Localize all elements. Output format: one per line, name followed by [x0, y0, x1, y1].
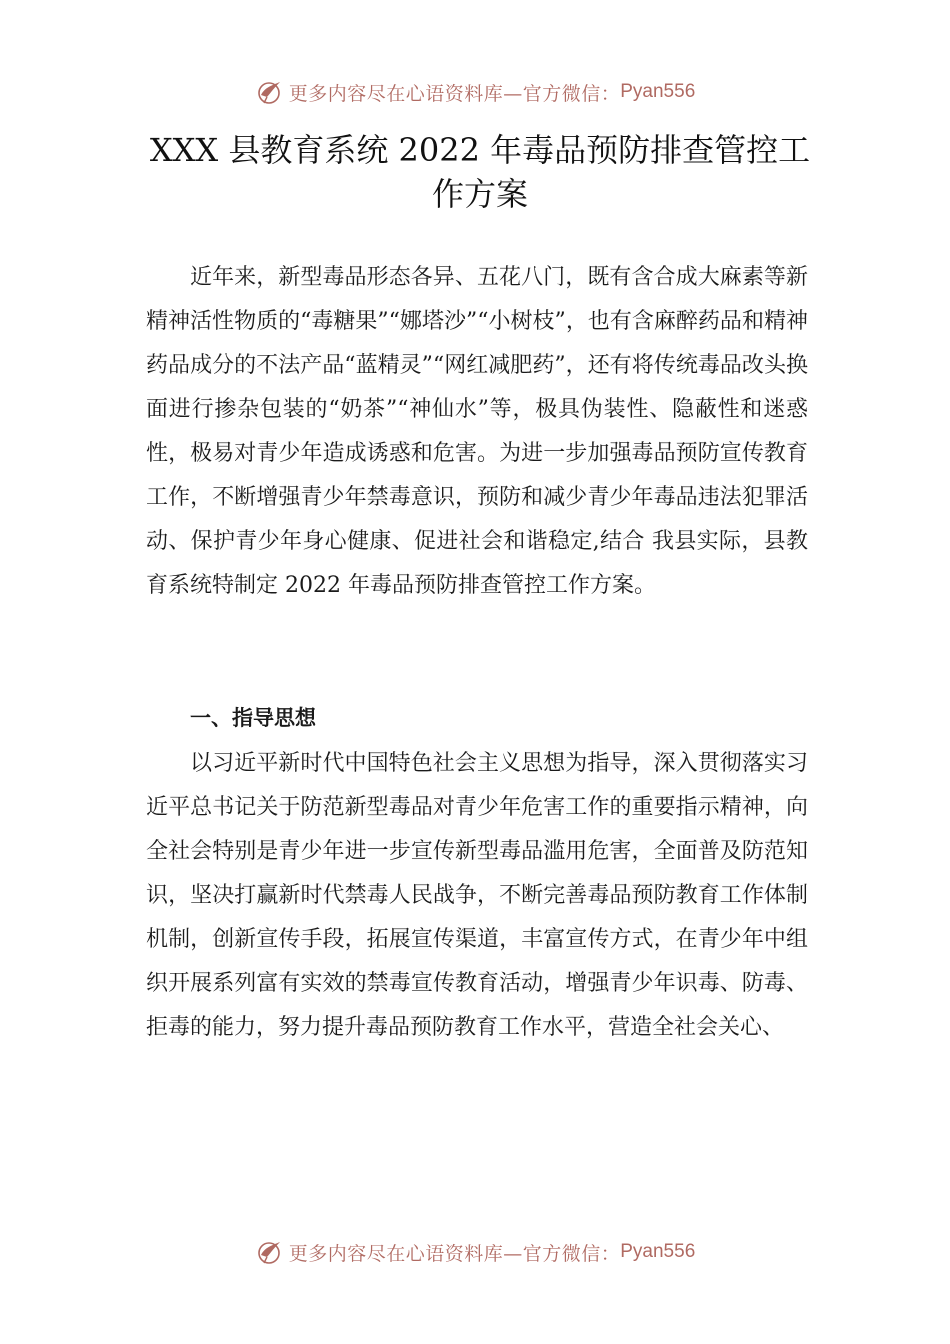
document-title: XXX 县教育系统 2022 年毒品预防排查管控工作方案	[149, 131, 811, 213]
intro-paragraph: 近年来，新型毒品形态各异、五花八门，既有含合成大麻素等新精神活性物质的“毒糖果”“娜塔沙”“小树枝”，也有含麻醉药品和精神药品成分的不法产品“蓝精灵”“网红减肥药”，还有将传统毒品改头换面进行掺杂包装的“奶茶”“神仙水”等，极具伪装性、隐蔽性和迷惑性，极易对青少年造成诱惑和危害。为进一步加强毒品预防宣传教育工作，不断增强青少年禁毒意识，预防和减少青少年毒品违法犯罪活动、保护青少年身心健康、促进社会和谐稳定,结合 我县实际，县教育系统特制定 2022 年毒品预防排查管控工作方案。	[146, 265, 808, 598]
section-paragraph-guiding-ideology: 以习近平新时代中国特色社会主义思想为指导，深入贯彻落实习近平总书记关于防范新型毒品对青少年危害工作的重要指示精神，向全社会特别是青少年进一步宣传新型毒品滥用危害，全面普及防范知识，坚决打赢新时代禁毒人民战争，不断完善毒品预防教育工作体制机制，创新宣传手段，拓展宣传渠道，丰富宣传方式，在青少年中组织开展系列富有实效的禁毒宣传教育活动，增强青少年识毒、防毒、拒毒的能力，努力提升毒品预防教育工作水平，营造全社会关心、	[146, 751, 808, 1040]
header-watermark	[0, 72, 950, 112]
section-heading-guiding-ideology: 一、指导思想	[190, 706, 316, 730]
bird-logo-icon	[255, 1237, 285, 1267]
footer-watermark	[0, 1232, 950, 1272]
watermark-wechat-id: Pyan556	[620, 81, 696, 102]
watermark-wechat-id: Pyan556	[620, 1241, 696, 1262]
watermark-text: 更多内容尽在心语资料库—官方微信：	[288, 1242, 621, 1265]
bird-logo-icon	[255, 77, 285, 107]
watermark-text: 更多内容尽在心语资料库—官方微信：	[288, 82, 621, 105]
